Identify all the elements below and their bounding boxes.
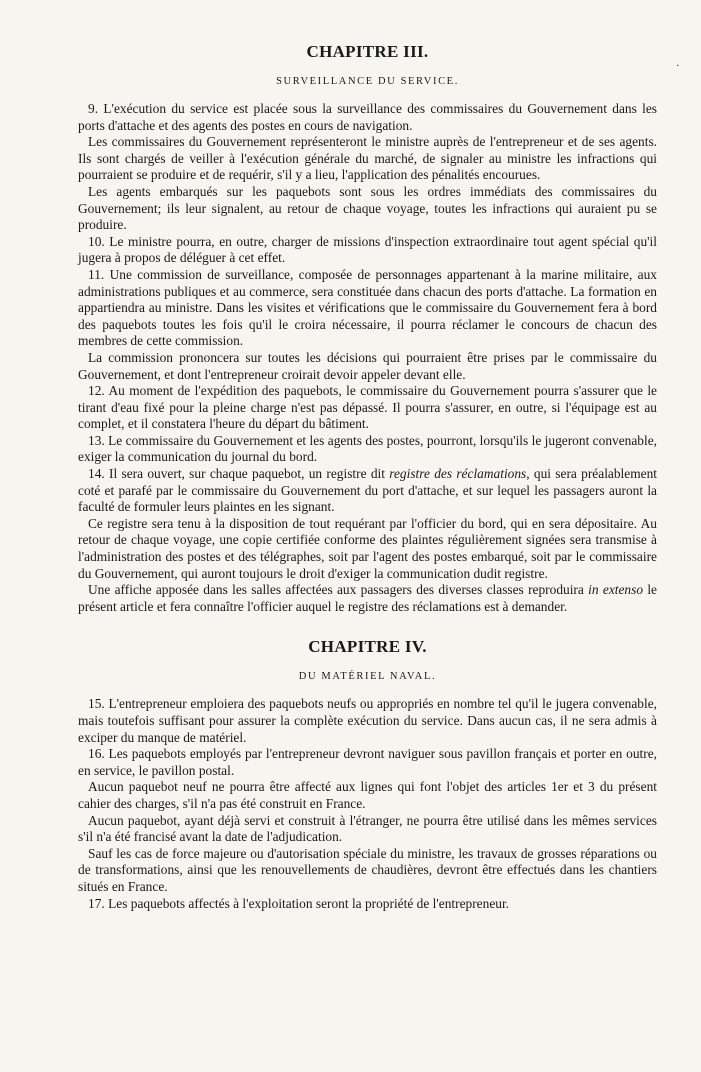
paragraph-agents-embarques: Les agents embarqués sur les paquebots sont sous les ordres immédiats des commissaires du Gouvernement; ils leur signalent, au retour de chaque voyage, toutes les infractions qui auraient pu se produire. [78, 183, 657, 233]
paragraph-art14 [78, 466, 657, 516]
paragraph-art9: 9. L'exécution du service est placée sous la surveillance des commissaires du Gouvernement dans les ports d'attache et des agents des postes en cours de navigation. [78, 101, 657, 133]
paragraph-art11: 11. Une commission de surveillance, composée de personnages appartenant à la marine militaire, aux administrations publiques et au commerce, sera constituée dans chacun des ports d'attache. La formation en appartiendra au ministre. Dans les visites et vérifications que le commissaire du Gouvernement fera à bord des paquebots toutes les fois qu'il le croira nécessaire, il pourra réclamer le concours de chacun des membres de cette commission. [78, 266, 657, 349]
paragraph-registre: Ce registre sera tenu à la disposition de tout requérant par l'officier du bord, qui en sera dépositaire. Au retour de chaque voyage, une copie certifiée conforme des plaintes régulièrement signées sera transmise à l'administration des postes et des télégraphes, soit par l'agent des postes embarqué, soit par le commissaire du Gouvernement, qui auront toujours le droit d'exiger la communication dudit registre. [78, 515, 657, 581]
affiche-text-end: le présent article et fera connaître l'officier auquel le registre des réclamations est à demander. [78, 582, 657, 614]
art14-text-start: 14. Il sera ouvert, sur chaque paquebot, un registre dit [88, 466, 390, 482]
paragraph-affiche [78, 582, 657, 615]
paragraph-art12: 12. Au moment de l'expédition des paquebots, le commissaire du Gouvernement pourra s'assurer que le tirant d'eau fixé pour la pleine charge n'est pas dépassé. Il pourra s'assurer, en outre, si l'équipage est au complet, et il constatera l'heure du départ du bâtiment. [78, 383, 657, 432]
chapter-3-heading: SURVEILLANCE DU SERVICE. [276, 76, 459, 87]
paragraph-force-majeure: Sauf les cas de force majeure ou d'autorisation spéciale du ministre, les travaux de grosses réparations ou de transformations, ainsi que les renouvellements de chaudières, devront être effectués dans les chantiers situés en France. [78, 845, 657, 894]
art14-italic-term: registre des réclamations [389, 466, 527, 482]
paragraph-paquebot-etranger: Aucun paquebot, ayant déjà servi et construit à l'étranger, ne pourra être utilisé dans les mêmes services s'il n'a été francisé avant la date de l'adjudication. [78, 812, 657, 845]
paragraph-art15: 15. L'entrepreneur emploiera des paquebots neufs ou appropriés en nombre tel qu'il le jugera convenable, mais toutefois suffisant pour assurer la complète exécution du service. Dans aucun cas, il ne sera admis à exciper du manque de matériel. [78, 696, 657, 745]
chapter-4-heading: DU MATÉRIEL NAVAL. [298, 671, 437, 683]
paragraph-commission: La commission prononcera sur toutes les décisions qui pourraient être prises par le commissaire du Gouvernement, et dont l'entrepreneur croirait devoir appeler devant elle. [78, 349, 657, 382]
paragraph-art13: 13. Le commissaire du Gouvernement et les agents des postes, pourront, lorsqu'ils le jugeront convenable, exiger la communication du journal du bord. [78, 432, 657, 465]
paragraph-art17: 17. Les paquebots affectés à l'exploitation seront la propriété de l'entrepreneur. [88, 895, 510, 911]
paragraph-paquebot-neuf: Aucun paquebot neuf ne pourra être affecté aux lignes qui font l'objet des articles 1er et 3 du présent cahier des charges, s'il n'a pas été construit en France. [78, 779, 657, 811]
paragraph-art10: 10. Le ministre pourra, en outre, charger de missions d'inspection extraordinaire tout agent spécial qu'il jugera à propos de déléguer à cet effet. [78, 233, 657, 266]
affiche-italic-term: in extenso [588, 582, 644, 598]
chapter-4-title: CHAPITRE IV. [308, 637, 427, 657]
affiche-text-start: Une affiche apposée dans les salles affectées aux passagers des diverses classes reproduira [88, 582, 589, 598]
paragraph-commissaires: Les commissaires du Gouvernement représenteront le ministre auprès de l'entrepreneur et de ses agents. Ils sont chargés de veiller à l'exécution générale du marché, de signaler au ministre les infractions qui pourraient se produire et de requérir, s'il y a lieu, l'application des pénalités encourues. [78, 134, 657, 183]
stray-mark: . [676, 58, 679, 69]
art14-text-end: , qui sera préalablement coté et parafé par le commissaire du Gouvernement du port d'attache, et sur lequel les passagers auront la faculté de formuler leurs plaintes en les signant. [78, 466, 657, 515]
chapter-3-title: CHAPITRE III. [306, 42, 429, 61]
paragraph-art16: 16. Les paquebots employés par l'entrepreneur devront naviguer sous pavillon français et porter en outre, en service, le pavillon postal. [78, 746, 657, 778]
chapter-spacer [78, 615, 657, 637]
